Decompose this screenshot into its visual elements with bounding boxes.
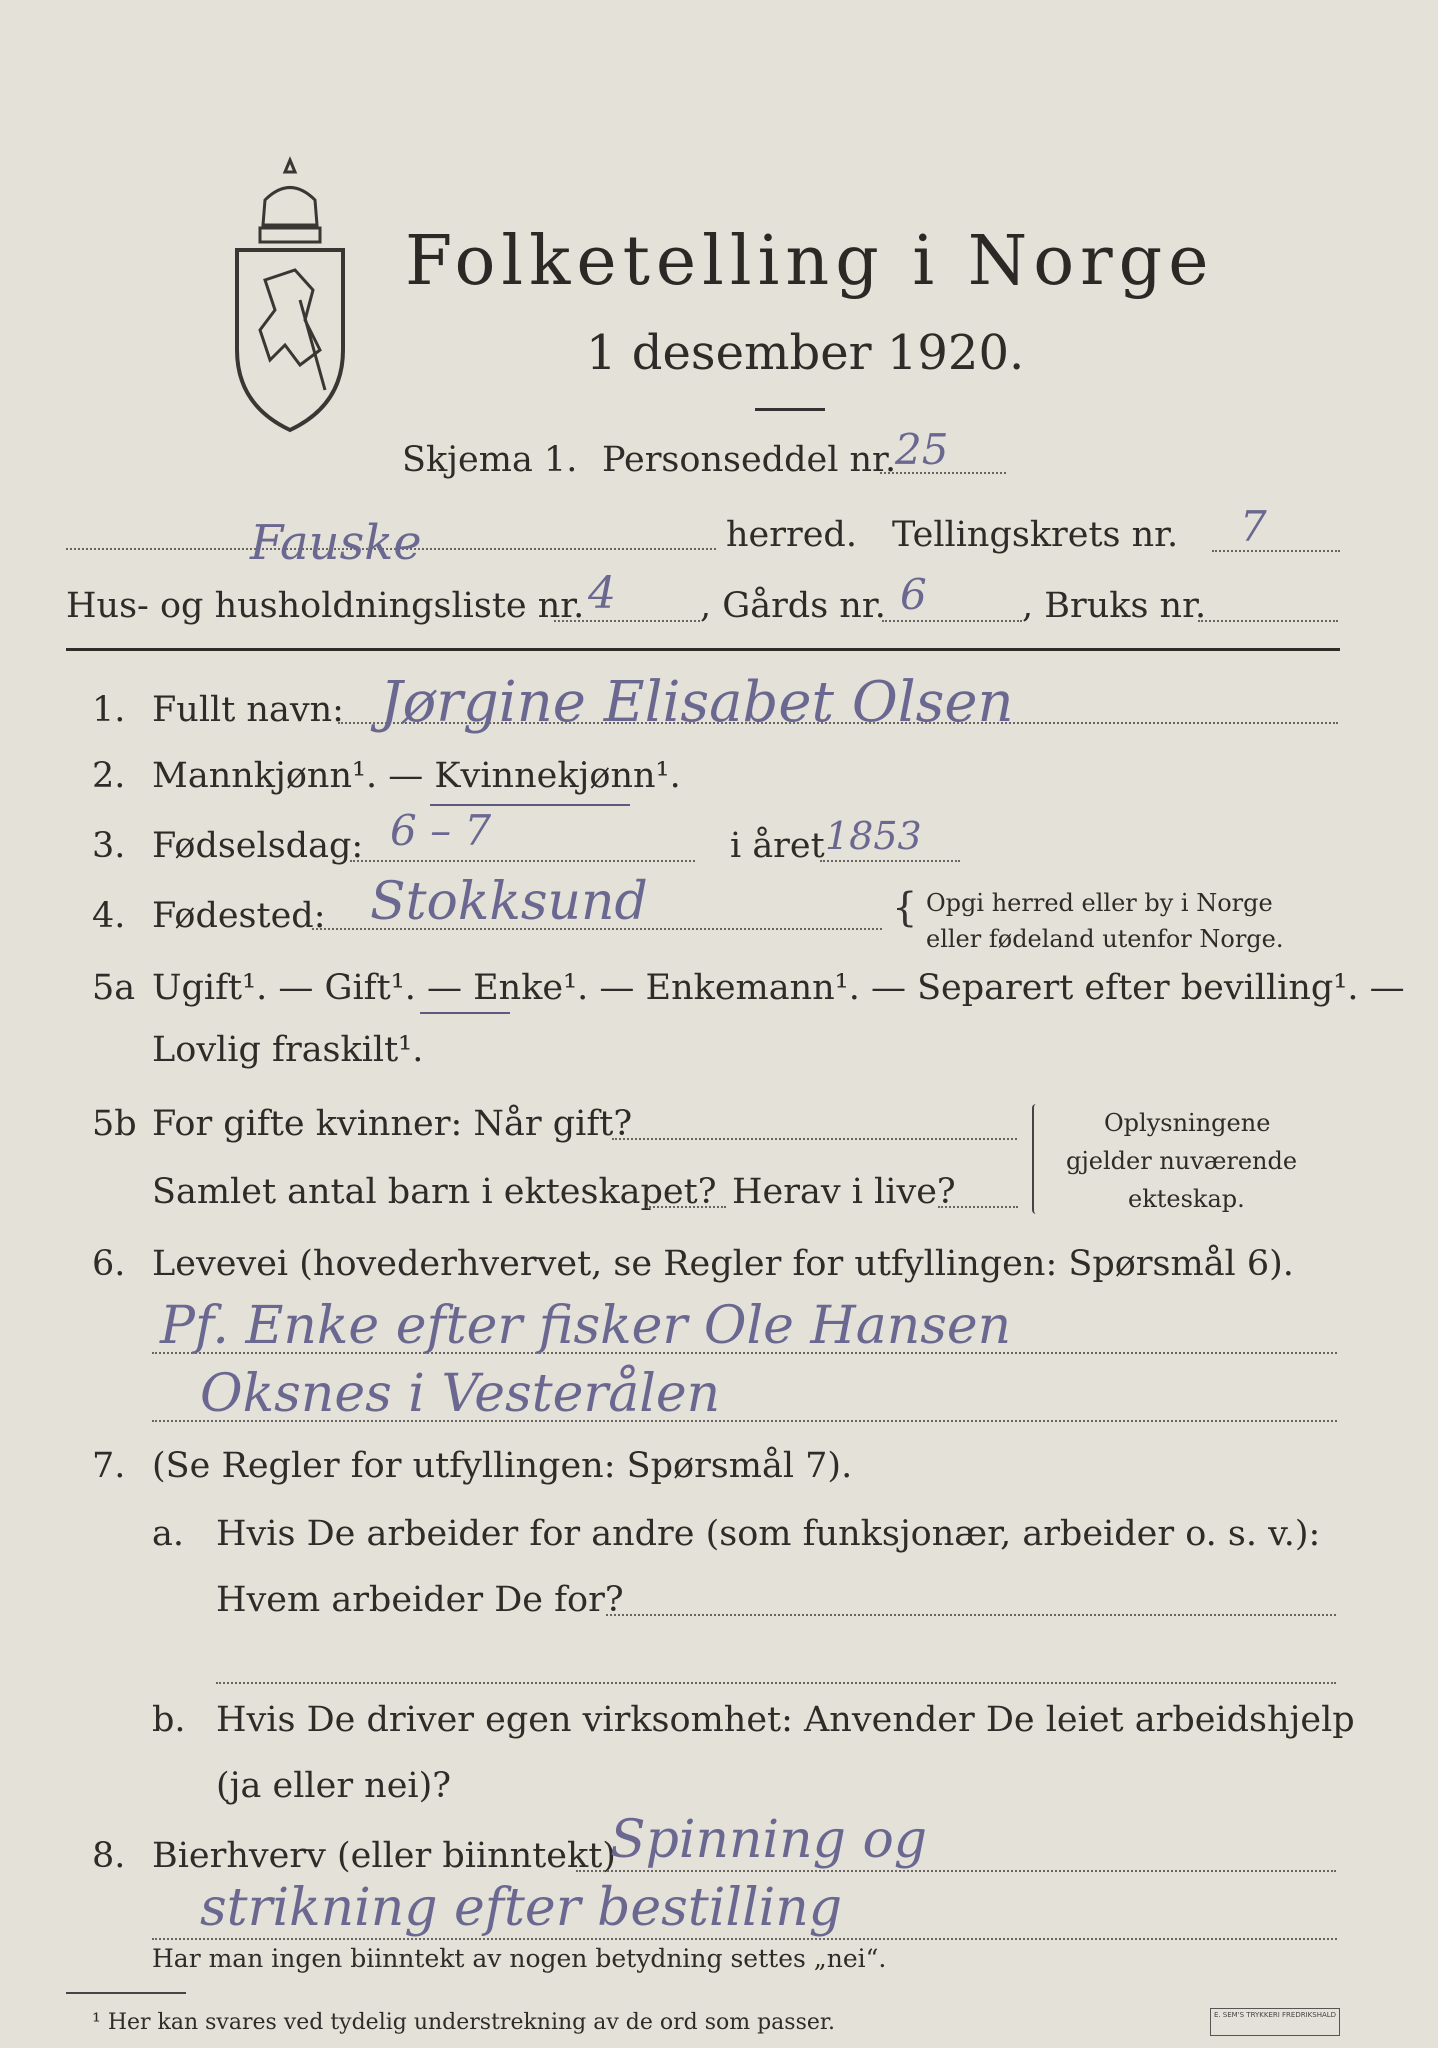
q7b-number: b. [152, 1700, 186, 1740]
q4-brace: { [892, 885, 918, 931]
q7-number: 7. [92, 1446, 126, 1486]
q5a-number: 5a [92, 968, 136, 1008]
q3-value[interactable]: 6 – 7 [390, 806, 492, 855]
gards-value[interactable]: 6 [900, 570, 927, 619]
herred-label: herred. [726, 515, 857, 555]
form-title: Folketelling i Norge [405, 222, 1215, 301]
q3-line [350, 860, 695, 862]
q3-number: 3. [92, 826, 126, 866]
q7b-line1: Hvis De driver egen virksomhet: Anvender De leiet arbeidshjelp [216, 1700, 1355, 1740]
q3-year-label: i året [730, 826, 825, 866]
q5b-line2a-dots [646, 1206, 726, 1208]
q4-number: 4. [92, 896, 126, 936]
q8-value-line1[interactable]: Spinning og [610, 1810, 928, 1870]
bruks-line [1198, 620, 1338, 622]
q1-value[interactable]: Jørgine Elisabet Olsen [380, 670, 1014, 735]
hus-value[interactable]: 4 [588, 568, 616, 619]
q7-label: (Se Regler for utfyllingen: Spørsmål 7). [152, 1446, 853, 1486]
q5b-bracket [1032, 1104, 1040, 1214]
q6-label: Levevei (hovederhvervet, se Regler for utfyllingen: Spørsmål 6). [152, 1244, 1294, 1284]
q6-number: 6. [92, 1244, 126, 1284]
bruks-label: , Bruks nr. [1022, 586, 1207, 626]
hus-label: Hus- og husholdningsliste nr. [66, 586, 585, 626]
q7a-line2: Hvem arbeider De for? [216, 1580, 624, 1620]
herred-value[interactable]: Fauske [250, 515, 422, 571]
q8-number: 8. [92, 1836, 126, 1876]
printer-text: E. SEM'S TRYKKERI FREDRIKSHALD [1213, 2011, 1337, 2019]
q4-note-line2: eller fødeland utenfor Norge. [926, 925, 1284, 953]
q5b-note-line3: ekteskap. [1128, 1185, 1245, 1213]
q7a-line3-dots [216, 1682, 1336, 1684]
title-divider [755, 408, 825, 411]
q5b-line2a: Samlet antal barn i ekteskapet? [152, 1172, 717, 1212]
personseddel-value[interactable]: 25 [895, 425, 949, 474]
q7b-line2: (ja eller nei)? [216, 1766, 452, 1806]
footnote: ¹ Her kan svares ved tydelig understrekning av de ord som passer. [92, 2010, 835, 2035]
tellingskrets-label: Tellingskrets nr. [892, 515, 1179, 555]
q5b-note-line1: Oplysningene [1104, 1109, 1271, 1137]
q2-label: Mannkjønn¹. — Kvinnekjønn¹. [152, 756, 681, 796]
q7a-number: a. [152, 1514, 184, 1554]
q4-note-line1: Opgi herred eller by i Norge [926, 889, 1273, 917]
q8-label: Bierhverv (eller biinntekt) [152, 1836, 616, 1876]
q3-year-value[interactable]: 1853 [825, 814, 922, 858]
q5b-line1: For gifte kvinner: Når gift? [152, 1104, 633, 1144]
coat-of-arms-icon [225, 150, 355, 440]
personseddel-label: Personseddel nr. [602, 440, 897, 480]
q7a-line1: Hvis De arbeider for andre (som funksjonær, arbeider o. s. v.): [216, 1514, 1321, 1554]
schema-label: Skjema 1. [402, 440, 578, 480]
q1-number: 1. [92, 690, 126, 730]
q5b-number: 5b [92, 1104, 137, 1144]
q5b-line1-dots [612, 1138, 1017, 1140]
q7a-line2-dots [606, 1614, 1336, 1616]
q8-value-line2[interactable]: strikning efter bestilling [200, 1878, 843, 1938]
tellingskrets-value[interactable]: 7 [1240, 502, 1267, 551]
q5b-line2b: Herav i live? [732, 1172, 956, 1212]
q6-value-line1[interactable]: Pf. Enke efter fisker Ole Hansen [160, 1296, 1012, 1356]
q6-value-line2[interactable]: Oksnes i Vesterålen [200, 1364, 721, 1424]
q8-line2 [152, 1938, 1337, 1940]
q5a-line2: Lovlig fraskilt¹. [152, 1030, 424, 1070]
q3-label: Fødselsdag: [152, 826, 364, 866]
q8-line1 [576, 1870, 1336, 1872]
footer-note: Har man ingen biinntekt av nogen betydning settes „nei“. [152, 1944, 887, 1973]
q4-value[interactable]: Stokksund [370, 872, 648, 932]
q5b-note-line2: gjelder nuværende [1066, 1147, 1298, 1175]
gards-line [882, 620, 1022, 622]
q3-year-line [820, 860, 960, 862]
hus-line [554, 620, 700, 622]
q4-label: Fødested: [152, 896, 326, 936]
q1-label: Fullt navn: [152, 690, 344, 730]
header-divider [66, 648, 1340, 651]
q5a-underline [420, 1012, 510, 1014]
gards-label: , Gårds nr. [700, 586, 886, 626]
q2-number: 2. [92, 756, 126, 796]
tellingskrets-line [1212, 550, 1340, 552]
q5b-line2b-dots [938, 1206, 1018, 1208]
census-date: 1 desember 1920. [586, 325, 1025, 381]
q5a-line1: Ugift¹. — Gift¹. — Enke¹. — Enkemann¹. — Separert efter bevilling¹. — [152, 968, 1405, 1008]
footer-divider [66, 1992, 186, 1994]
printer-mark [1210, 2008, 1340, 2036]
